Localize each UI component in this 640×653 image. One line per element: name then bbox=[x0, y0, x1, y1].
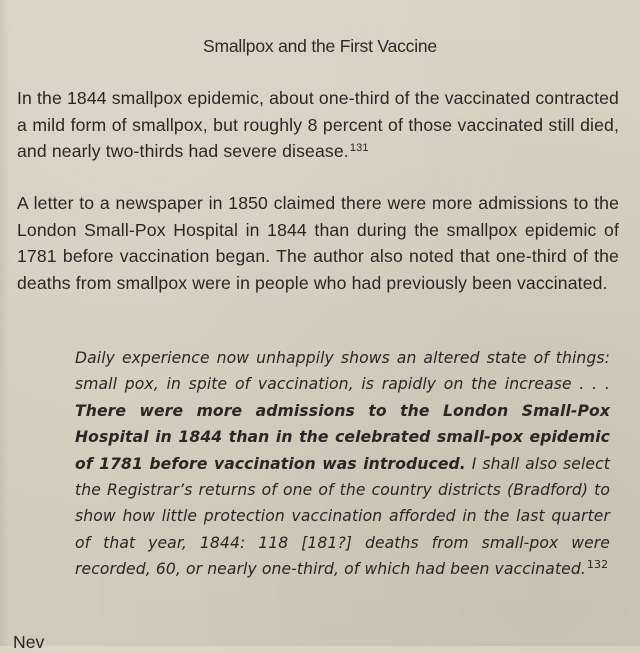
footnote-marker: 131 bbox=[349, 142, 369, 154]
quote-text-emphasized: There were more admissions to the London Small-Pox Hospital in 1844 than in the celebrated small-pox epidemic of 1781 before vaccination was introduced. bbox=[75, 401, 610, 473]
paragraph-text: In the 1844 smallpox epidemic, about one-third of the vaccinated contracted a mild form of smallpox, but roughly 8 percent of those vaccinated still died, and nearly two-thirds had severe disease. bbox=[17, 88, 619, 161]
body-paragraph-2: A letter to a newspaper in 1850 claimed there were more admissions to the London Small-Pox Hospital in 1844 than during the smallpox epidemic of 1781 before vaccination began. The author also noted that one-third of the deaths from smallpox were in people who had previously been vaccinated. bbox=[17, 193, 619, 293]
quote-text-italic-continued: I shall also select the Registrar’s returns of one of the country districts (Bradford) to show how little protection vaccination afforded in the last quarter of that year, 1844: 118 [181?] deaths from small-pox were recorded, 60, or nearly one-third, of which had been vaccinated. bbox=[75, 454, 610, 579]
quote-text-italic: Daily experience now unhappily shows an altered state of things: small pox, in spite of vaccination, is rapidly on the increase . . . bbox=[75, 349, 610, 394]
footnote-marker: 132 bbox=[586, 558, 609, 572]
cutoff-next-paragraph: Nev bbox=[13, 632, 45, 652]
running-header: Smallpox and the First Vaccine bbox=[203, 36, 437, 56]
block-quote bbox=[75, 345, 610, 583]
page-edge-shadow bbox=[0, 0, 10, 646]
body-paragraph-1 bbox=[17, 85, 619, 165]
